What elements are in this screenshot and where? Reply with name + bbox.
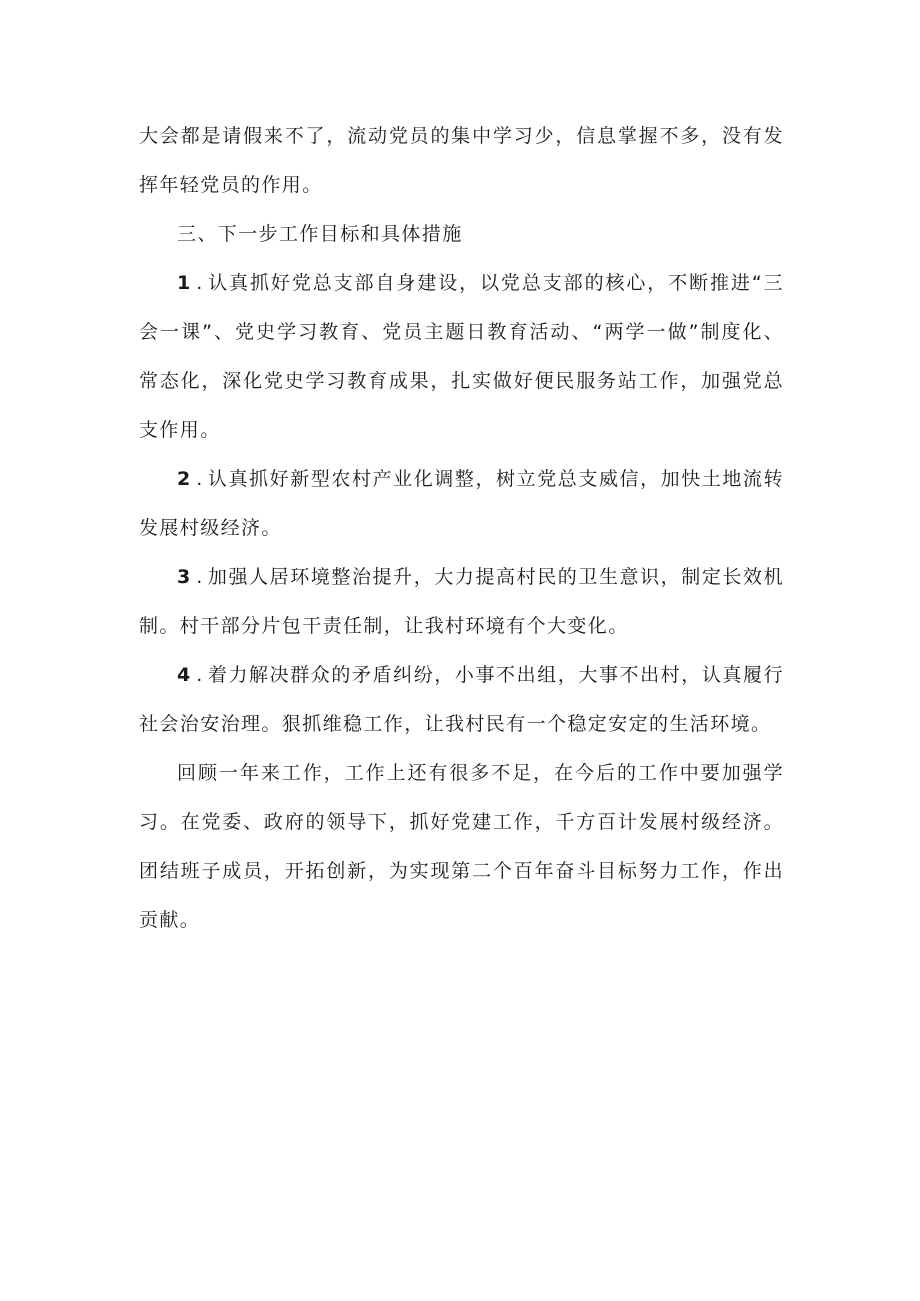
- numbered-item-2: [139, 455, 784, 553]
- paragraph-text: 回顾一年来工作，工作上还有很多不足，在今后的工作中要加强学习。在党委、政府的领导下，抓好党建工作，千方百计发展村级经济。团结班子成员，开拓创新，为实现第二个百年奋斗目标努力工作，作出贡献。: [139, 762, 784, 931]
- item-text: 认真抓好新型农村产业化调整，树立党总支威信，加快土地流转发展村级经济。: [139, 468, 784, 539]
- numbered-item-4: [139, 651, 784, 749]
- item-text: 着力解决群众的矛盾纠纷，小事不出组，大事不出村，认真履行社会治安治理。狠抓维稳工作，让我村民有一个稳定安定的生活环境。: [139, 664, 784, 735]
- item-number: 4: [177, 664, 191, 686]
- document-body: [139, 112, 784, 945]
- numbered-item-3: [139, 553, 784, 651]
- number-separator: .: [196, 272, 204, 294]
- number-separator: .: [196, 566, 204, 588]
- numbered-item-1: [139, 259, 784, 455]
- item-text: 加强人居环境整治提升，大力提高村民的卫生意识，制定长效机制。村干部分片包干责任制，让我村环境有个大变化。: [139, 566, 784, 637]
- item-number: 2: [177, 468, 191, 490]
- section-heading: [139, 210, 784, 259]
- paragraph-text: 大会都是请假来不了，流动党员的集中学习少，信息掌握不多，没有发挥年轻党员的作用。: [139, 125, 784, 196]
- item-number: 3: [177, 566, 191, 588]
- item-text: 认真抓好党总支部自身建设，以党总支部的核心，不断推进“三会一课”、党史学习教育、党员主题日教育活动、“两学一做”制度化、常态化，深化党史学习教育成果，扎实做好便民服务站工作，加强党总支作用。: [139, 272, 784, 441]
- paragraph-continuation: [139, 112, 784, 210]
- number-separator: .: [196, 468, 204, 490]
- section-heading-text: 三、下一步工作目标和具体措施: [177, 223, 463, 245]
- closing-paragraph: [139, 749, 784, 945]
- number-separator: .: [196, 664, 204, 686]
- item-number: 1: [177, 272, 191, 294]
